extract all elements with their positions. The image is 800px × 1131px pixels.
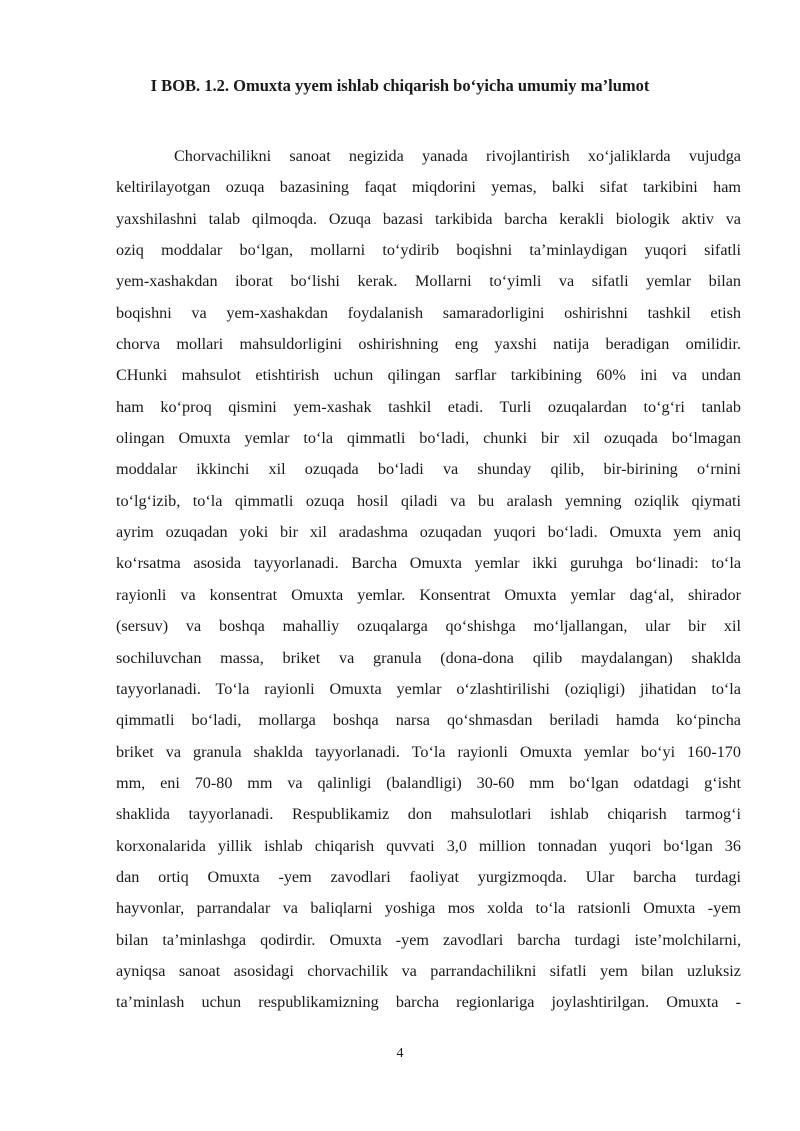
text-line: dan ortiq Omuxta -yem zavodlari faoliyat yurgizmoqda. Ular barcha turdagi xyxy=(116,867,741,886)
text-line: oziq moddalar bo‘lgan, mollarni to‘ydirib boqishni ta’minlaydigan yuqori sifatli xyxy=(116,241,741,260)
text-line: moddalar ikkinchi xil ozuqada bo‘ladi va shunday qilib, bir-birining o‘rnini xyxy=(116,460,741,479)
text-line: yaxshilashni talab qilmoqda. Ozuqa bazasi tarkibida barcha kerakli biologik aktiv va xyxy=(116,209,741,228)
text-line: CHunki mahsulot etishtirish uchun qilingan sarflar tarkibining 60% ini va undan xyxy=(116,366,741,385)
text-line: sochiluvchan massa, briket va granula (dona-dona qilib maydalangan) shaklda xyxy=(116,648,741,667)
text-line: bilan ta’minlashga qodirdir. Omuxta -yem zavodlari barcha turdagi iste’molchilarni, xyxy=(116,930,741,949)
text-line: ayrim ozuqadan yoki bir xil aradashma ozuqadan yuqori bo‘ladi. Omuxta yem aniq xyxy=(116,523,741,542)
text-line: tayyorlanadi. To‘la rayionli Omuxta yemlar o‘zlashtirilishi (oziqligi) jihatidan to‘la xyxy=(116,679,741,698)
text-line: ko‘rsatma asosida tayyorlanadi. Barcha Omuxta yemlar ikki guruhga bo‘linadi: to‘la xyxy=(116,554,741,573)
text-line: mm, eni 70-80 mm va qalinligi (balandligi) 30-60 mm bo‘lgan odatdagi g‘isht xyxy=(116,773,741,792)
text-line: hayvonlar, parrandalar va baliqlarni yoshiga mos xolda to‘la ratsionli Omuxta -yem xyxy=(116,899,741,918)
text-line: ham ko‘proq qismini yem-xashak tashkil etadi. Turli ozuqalardan to‘g‘ri tanlab xyxy=(116,397,741,416)
text-line: ayniqsa sanoat asosidagi chorvachilik va parrandachilikni sifatli yem bilan uzluksiz xyxy=(116,961,741,980)
text-line: yem-xashakdan iborat bo‘lishi kerak. Mollarni to‘yimli va sifatli yemlar bilan xyxy=(116,272,741,291)
text-line: shaklida tayyorlanadi. Respublikamiz don mahsulotlari ishlab chiqarish tarmog‘i xyxy=(116,805,741,824)
page-number: 4 xyxy=(396,1046,404,1061)
text-line: Chorvachilikni sanoat negizida yanada rivojlantirish xo‘jaliklarda vujudga xyxy=(174,147,741,165)
section-heading: I BOB. 1.2. Omuxta yyem ishlab chiqarish bo‘yicha umumiy ma’lumot xyxy=(150,76,650,95)
text-line: (sersuv) va boshqa mahalliy ozuqalarga qo‘shishga mo‘ljallangan, ular bir xil xyxy=(116,617,741,636)
body-paragraph xyxy=(116,141,741,1019)
text-line: rayionli va konsentrat Omuxta yemlar. Konsentrat Omuxta yemlar dag‘al, shirador xyxy=(116,585,741,604)
text-line: chorva mollari mahsuldorligini oshirishning eng yaxshi natija beradigan omilidir. xyxy=(116,335,741,354)
text-line: olingan Omuxta yemlar to‘la qimmatli bo‘ladi, chunki bir xil ozuqada bo‘lmagan xyxy=(116,429,741,448)
text-line: ta’minlash uchun respublikamizning barcha regionlariga joylashtirilgan. Omuxta - xyxy=(116,993,741,1012)
text-line: briket va granula shaklda tayyorlanadi. To‘la rayionli Omuxta yemlar bo‘yi 160-170 xyxy=(116,742,741,761)
text-line: korxonalarida yillik ishlab chiqarish quvvati 3,0 million tonnadan yuqori bo‘lgan 36 xyxy=(116,836,741,855)
text-line: boqishni va yem-xashakdan foydalanish samaradorligini oshirishni tashkil etish xyxy=(116,303,741,322)
text-line: qimmatli bo‘ladi, mollarga boshqa narsa qo‘shmasdan beriladi hamda ko‘pincha xyxy=(116,711,741,730)
text-line: keltirilayotgan ozuqa bazasining faqat miqdorini yemas, balki sifat tarkibini ham xyxy=(116,178,741,197)
text-line: to‘lg‘izib, to‘la qimmatli ozuqa hosil qiladi va bu aralash yemning oziqlik qiymati xyxy=(116,491,741,510)
